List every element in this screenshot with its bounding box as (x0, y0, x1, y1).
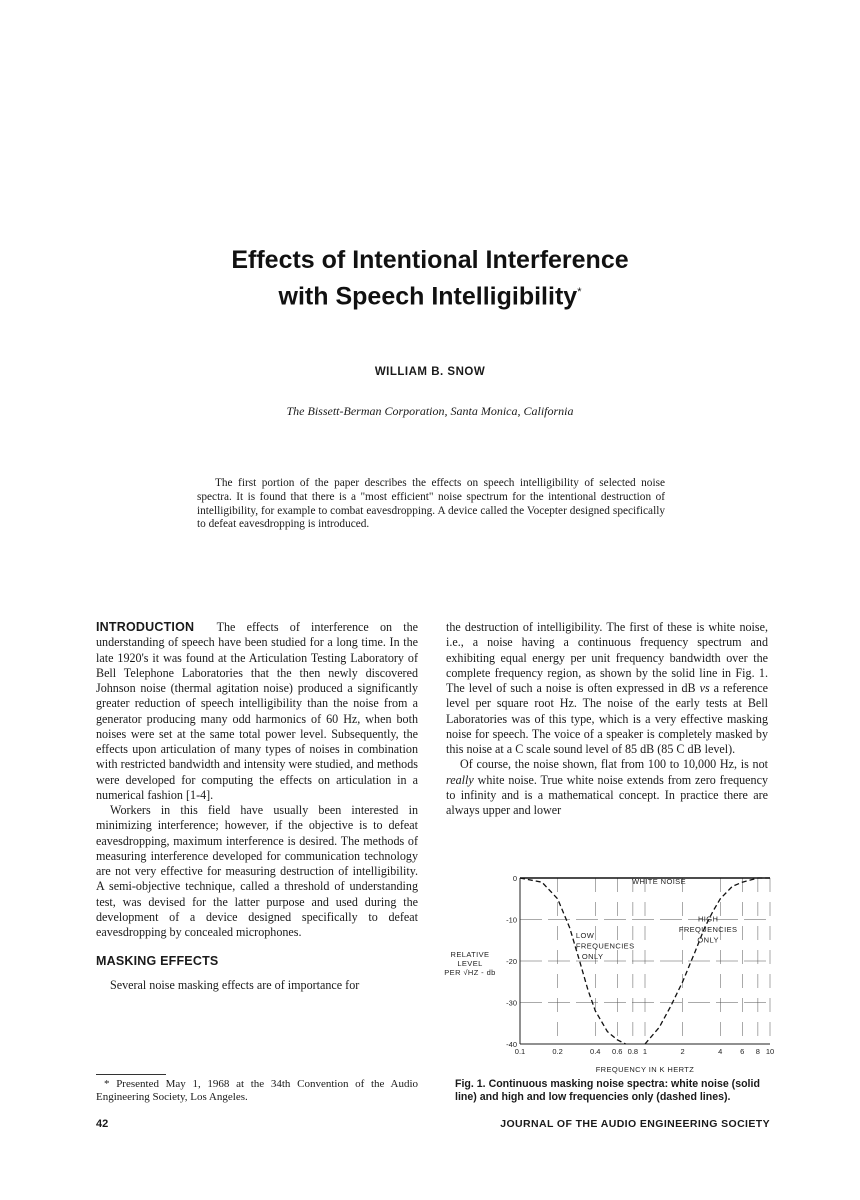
annotation-high: HIGH (697, 914, 719, 924)
introduction-heading: INTRODUCTION (96, 620, 195, 634)
footnote: * Presented May 1, 1968 at the 34th Convention of the Audio Engineering Society, Los Angeles. (96, 1078, 418, 1103)
right-column (446, 620, 768, 818)
right-p2-part-b: white noise. True white noise extends from zero frequency to infinity and is a mathematical concept. In practice there are always upper and lower (446, 772, 768, 817)
right-p1-part-b: a reference level per square root Hz. The noise of the early tests at Bell Laboratories was of this type, which is a very effective masking noise for speech. The voice of a speaker is completely masked by this noise at a C scale sound level of 85 dB (85 C dB level). (446, 681, 768, 756)
x-tick-label: 0.1 (514, 1047, 526, 1056)
x-tick-label: 0.2 (552, 1047, 563, 1056)
y-axis-label: RELATIVE (450, 949, 490, 959)
intro-paragraph-1-text: The effects of interference on the understanding of speech have been studied for a long time. In the late 1920's it was found at the Articulation Testing Laboratory of Bell Telephone Laboratories that the then newly discovered Johnson noise (thermal agitation noise) produced a significantly greater reduction of speech intelligibility than the noise from a generator producing many odd harmonics of 60 Hz, when both noises were set at the same total power level. Subsequently, the effects upon articulation of many types of noises in combination with restricted bandwidth and intensity were studied, and methods were developed for computing the effects on articulation in a numerical fashion [1-4]. (96, 620, 419, 802)
intro-paragraph-1 (96, 620, 418, 803)
figure-caption-text: Continuous masking noise spectra: white noise (solid line) and high and low frequencies only (dashed lines). (455, 1078, 760, 1103)
y-tick-label: -40 (506, 1040, 517, 1049)
annotation-low: LOW (575, 931, 595, 941)
right-p2-really: really (446, 772, 474, 787)
x-axis-label: FREQUENCY IN K HERTZ (595, 1065, 695, 1074)
annotation-high-frequencies: FREQUENCIES (678, 924, 738, 934)
y-axis-label: PER √HZ - db (444, 967, 496, 977)
annotation-low-only: ONLY (581, 951, 604, 961)
masking-paragraph-1: Several noise masking effects are of importance for (110, 977, 360, 992)
x-tick-label: 1 (642, 1047, 648, 1056)
y-tick-label: 0 (512, 874, 517, 883)
journal-name: JOURNAL OF THE AUDIO ENGINEERING SOCIETY (500, 1118, 770, 1130)
right-p2-part-a: Of course, the noise shown, flat from 100 to 10,000 Hz, is not (460, 757, 768, 772)
masking-effects-heading: MASKING EFFECTS (96, 954, 219, 969)
x-tick-label: 10 (765, 1047, 775, 1056)
right-paragraph-2 (446, 757, 768, 818)
title-line-1: Effects of Intentional Interference (231, 246, 629, 274)
title-footnote-mark: * (577, 286, 582, 298)
x-tick-label: 0.6 (612, 1047, 623, 1056)
x-tick-label: 0.4 (590, 1047, 601, 1056)
paper-title (120, 244, 740, 312)
author-affiliation: The Bissett-Berman Corporation, Santa Monica, California (286, 404, 574, 418)
noise-spectra-chart (440, 868, 785, 1080)
title-line-2 (120, 276, 740, 312)
abstract: The first portion of the paper describes the effects on speech intelligibility of selected noise spectra. It is found that there is a "most efficient" noise spectrum for the intentional destruction of intelligibility, for example to combat eavesdropping. A device called the Vocepter designed specifically to defeat eavesdropping is introduced. (197, 477, 665, 531)
figure-caption (455, 1078, 773, 1103)
y-tick-label: -20 (506, 957, 517, 966)
intro-paragraph-2: Workers in this field have usually been interested in minimizing interference; however, if the objective is to defeat eavesdropping, maximum interference is desired. The methods of measuring interference developed for communication technology are not very effective for measuring destruction of intelligibility. A semi-objective technique, called a threshold of understanding test, was devised for the latter purpose and used during the development of a device designed specifically to defeat eavesdropping by concealed microphones. (96, 803, 418, 939)
right-p1-vs: vs (699, 681, 710, 695)
right-paragraph-1 (446, 620, 768, 757)
y-tick-label: -10 (506, 915, 517, 925)
x-tick-label: 2 (680, 1047, 685, 1056)
annotation-low-frequencies: FREQUENCIES (575, 941, 635, 951)
x-tick-label: 0.8 (627, 1047, 639, 1056)
y-axis-label: LEVEL (457, 958, 483, 968)
x-tick-label: 8 (755, 1047, 760, 1056)
title-line-2-text: with Speech Intelligibility (278, 282, 578, 311)
author-name: WILLIAM B. SNOW (374, 366, 486, 378)
annotation-high-only: ONLY (697, 935, 719, 945)
left-column (96, 620, 418, 993)
page-number: 42 (96, 1118, 109, 1130)
figure-1 (440, 868, 785, 1080)
right-p1-part-a: the destruction of intelligibility. The first of these is white noise, i.e., a noise having a continuous frequency spectrum and exhibiting equal energy per unit frequency bandwidth over the complete frequency region, as shown by the solid line in Fig. 1. The level of such a noise is often expressed in dB (446, 620, 768, 695)
annotation-white-noise: WHITE NOISE (632, 877, 686, 887)
x-tick-label: 4 (718, 1047, 723, 1056)
y-tick-label: -30 (506, 998, 517, 1008)
footnote-rule (96, 1074, 166, 1075)
x-tick-label: 6 (740, 1047, 745, 1056)
figure-caption-label: Fig. 1. (455, 1078, 486, 1090)
